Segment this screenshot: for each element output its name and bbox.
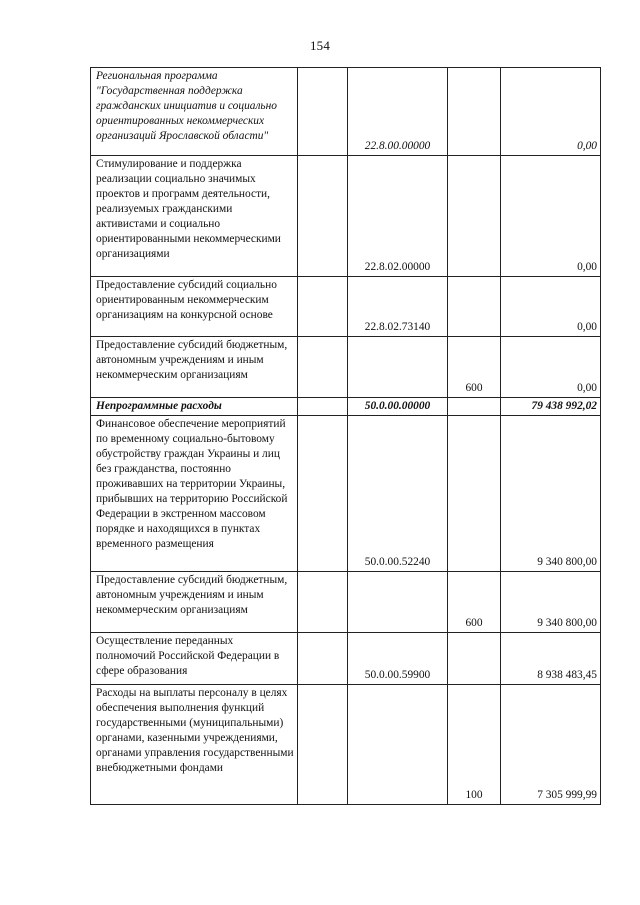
table-row	[91, 398, 601, 416]
row-name: Предоставление субсидий бюджетным, автономным учреждениям и иным некоммерческим организациям	[91, 337, 298, 398]
empty-cell	[298, 398, 348, 416]
empty-cell	[298, 633, 348, 685]
row-type	[448, 156, 501, 277]
row-name: Предоставление субсидий бюджетным, автономным учреждениям и иным некоммерческим организациям	[91, 572, 298, 633]
row-code: 22.8.02.00000	[348, 156, 448, 277]
row-amount: 0,00	[501, 68, 601, 156]
row-type	[448, 68, 501, 156]
row-type: 600	[448, 337, 501, 398]
row-name: Расходы на выплаты персоналу в целях обеспечения выполнения функций государственными (муниципальными) органами, казенными учреждениями, органами управления государственными внебюджетными фондами	[91, 685, 298, 805]
row-code	[348, 337, 448, 398]
row-type	[448, 633, 501, 685]
page-number: 154	[309, 38, 331, 53]
row-name: Финансовое обеспечение мероприятий по временному социально-бытовому обустройству граждан Украины и лиц без гражданства, постоянно проживавших на территории Украины, прибывших на территорию Российской Федерации в экстренном массовом порядке и находящихся в пунктах временного размещения	[91, 416, 298, 572]
table-row	[91, 572, 601, 633]
row-amount: 0,00	[501, 156, 601, 277]
row-name: Осуществление переданных полномочий Российской Федерации в сфере образования	[91, 633, 298, 685]
row-type	[448, 416, 501, 572]
table-row	[91, 156, 601, 277]
row-code: 22.8.00.00000	[348, 68, 448, 156]
row-type: 600	[448, 572, 501, 633]
table-row	[91, 277, 601, 337]
table-row	[91, 416, 601, 572]
row-name: Непрограммные расходы	[91, 398, 298, 416]
table-row	[91, 337, 601, 398]
row-name: Предоставление субсидий социально ориентированным некоммерческим организациям на конкурсной основе	[91, 277, 298, 337]
row-type: 100	[448, 685, 501, 805]
row-amount: 9 340 800,00	[501, 572, 601, 633]
table-row	[91, 68, 601, 156]
empty-cell	[298, 685, 348, 805]
row-amount: 79 438 992,02	[501, 398, 601, 416]
empty-cell	[298, 68, 348, 156]
row-code: 50.0.00.52240	[348, 416, 448, 572]
row-amount: 7 305 999,99	[501, 685, 601, 805]
row-amount: 8 938 483,45	[501, 633, 601, 685]
empty-cell	[298, 156, 348, 277]
row-amount: 9 340 800,00	[501, 416, 601, 572]
table-row	[91, 633, 601, 685]
row-code	[348, 685, 448, 805]
row-type	[448, 277, 501, 337]
budget-table	[90, 67, 601, 805]
table-row	[91, 685, 601, 805]
row-code: 22.8.02.73140	[348, 277, 448, 337]
row-name: Стимулирование и поддержка реализации социально значимых проектов и программ деятельности, реализуемых гражданскими активистами и социально ориентированными некоммерческими организациями	[91, 156, 298, 277]
row-code	[348, 572, 448, 633]
row-amount: 0,00	[501, 277, 601, 337]
empty-cell	[298, 572, 348, 633]
empty-cell	[298, 337, 348, 398]
row-code: 50.0.00.00000	[348, 398, 448, 416]
row-amount: 0,00	[501, 337, 601, 398]
empty-cell	[298, 277, 348, 337]
row-name: Региональная программа "Государственная поддержка гражданских инициатив и социально ориентированных некоммерческих организаций Ярославской области"	[91, 68, 298, 156]
row-code: 50.0.00.59900	[348, 633, 448, 685]
empty-cell	[298, 416, 348, 572]
row-type	[448, 398, 501, 416]
